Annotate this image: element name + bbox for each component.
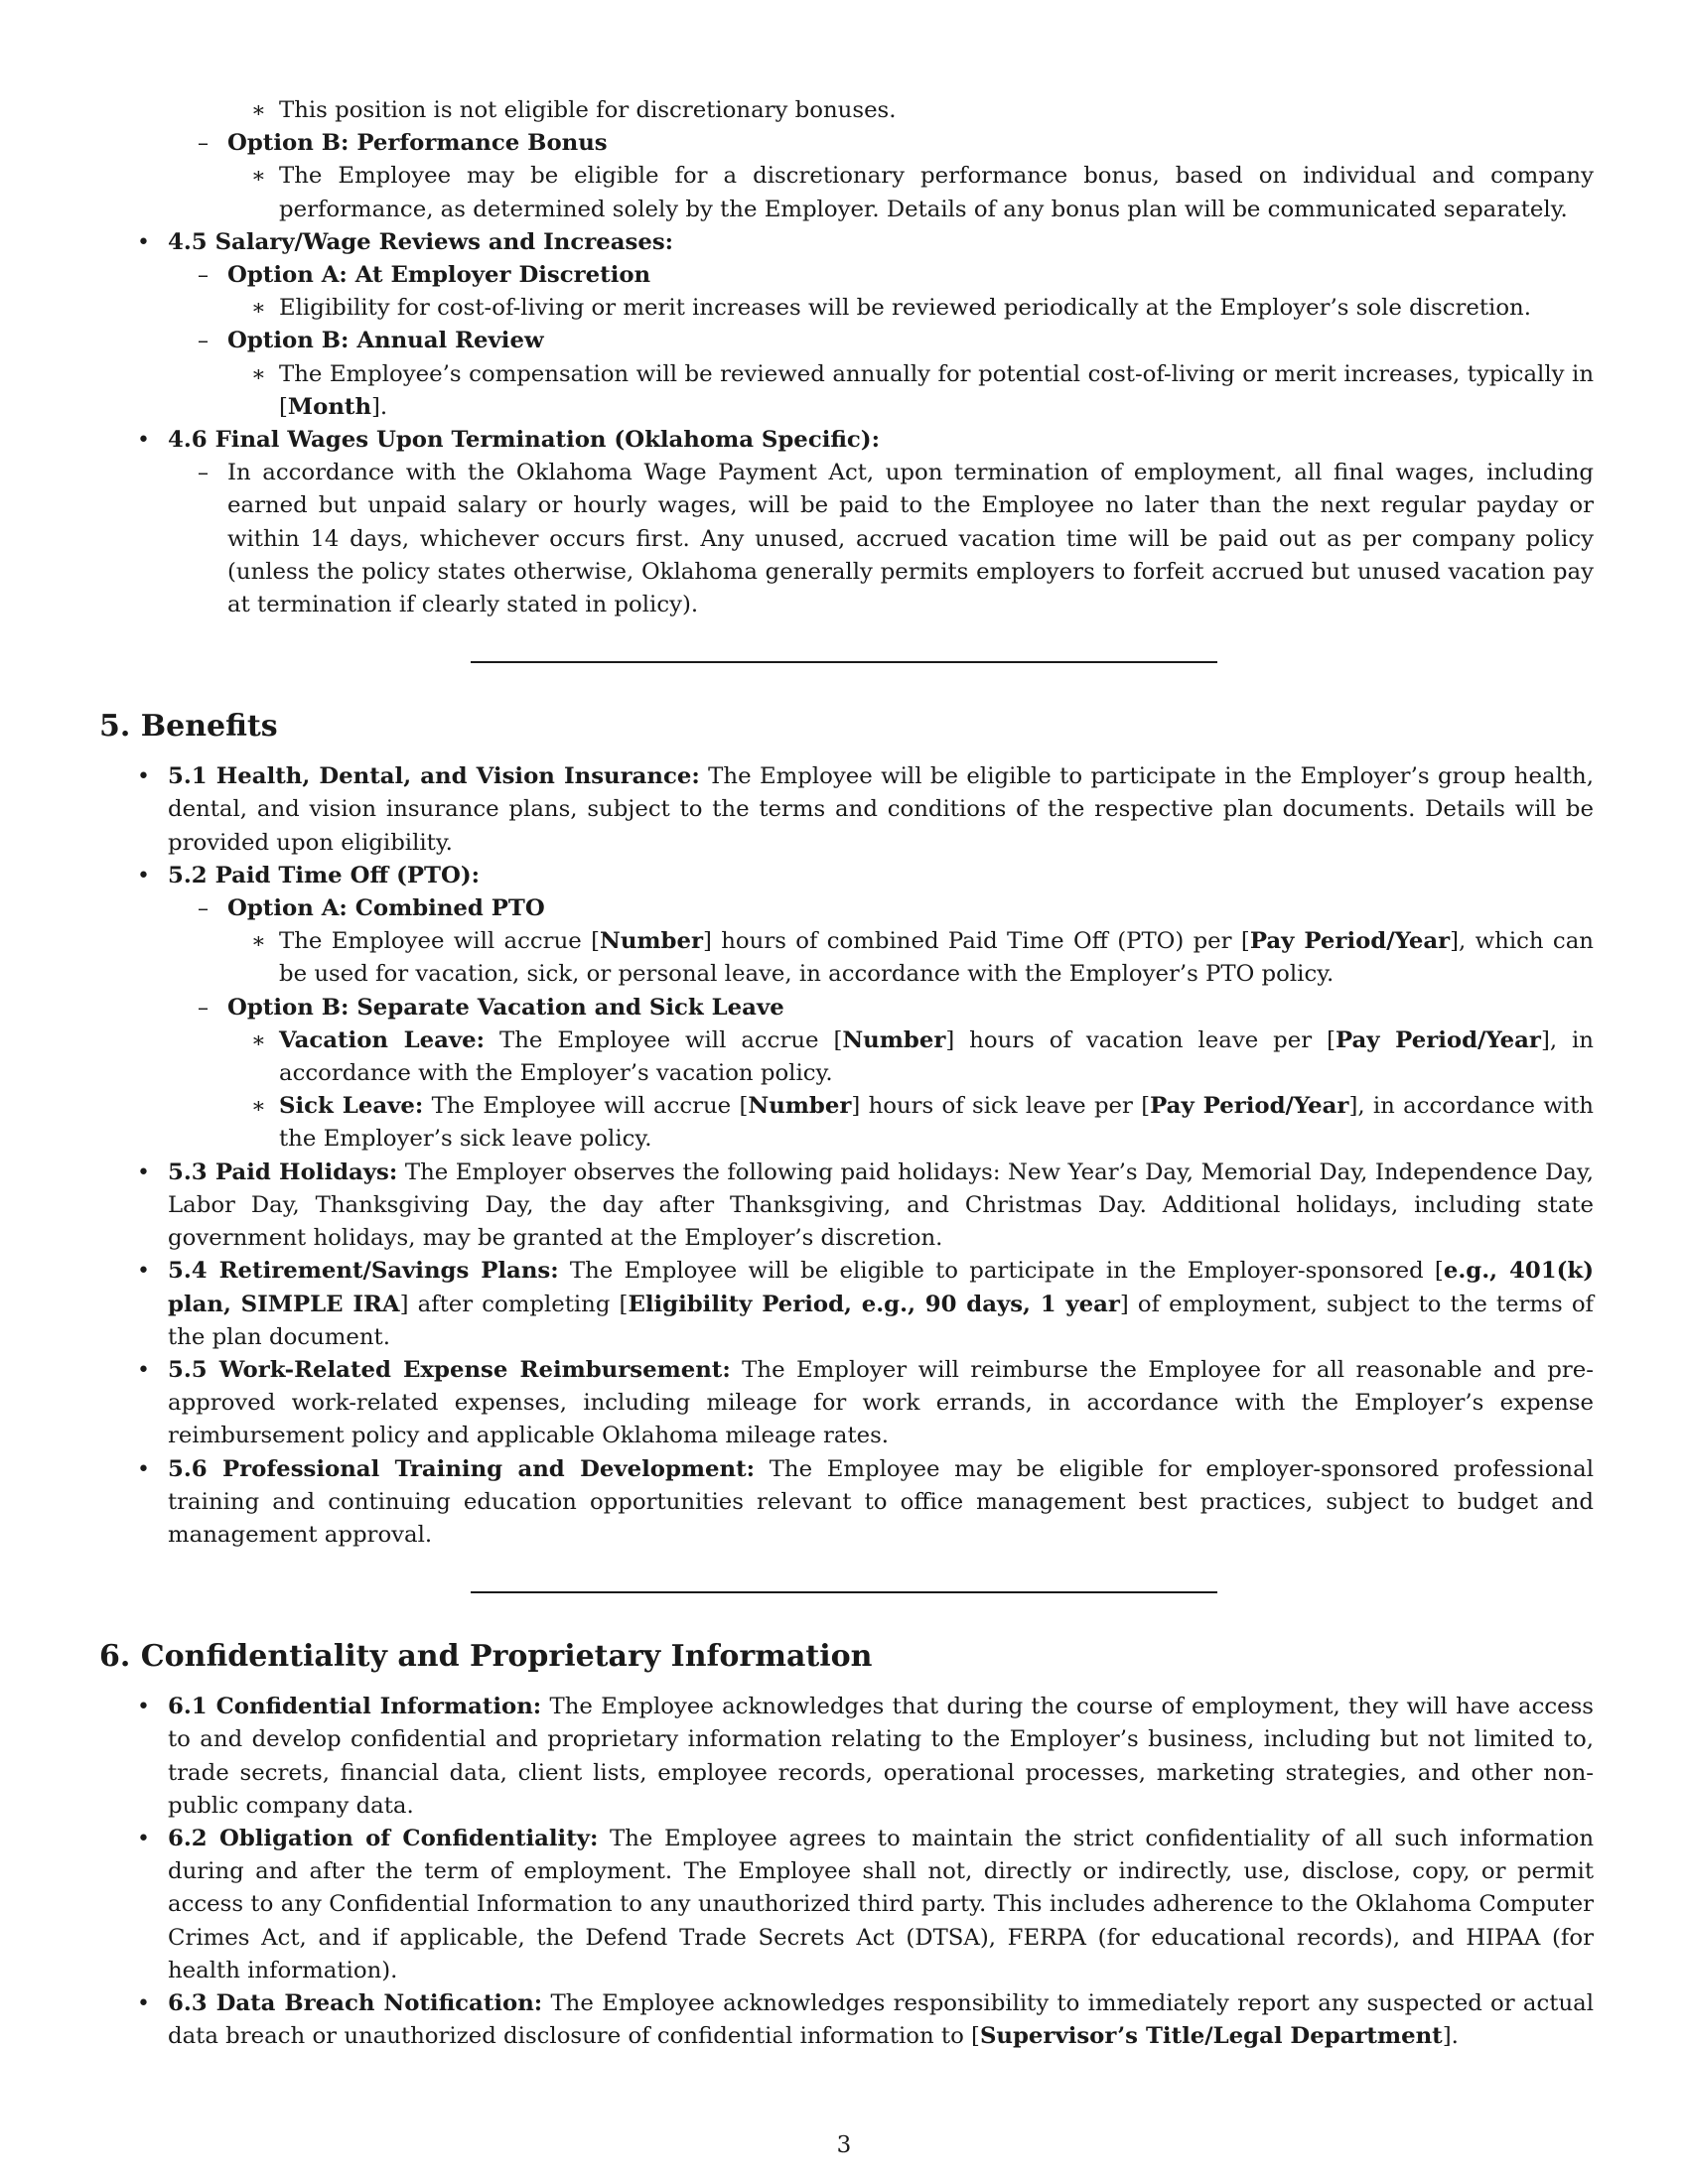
placeholder-eligibility: Eligibility Period, e.g., 90 days, 1 year [628,1291,1120,1317]
option-b-text: The Employee’s compensation will be reviewed annually for potential cost-of-living or merit increases, typically in [Month]. [279,360,1594,420]
asterisk-bullet-icon: ∗ [251,98,266,123]
pto-option-a-text: The Employee will accrue [Number] hours of combined Paid Time Off (PTO) per [Pay Period/Year], which can be used for vacation, sick, or personal leave, in accordance with the Employer’s PTO policy. [279,928,1594,988]
bullet-icon: • [137,229,150,255]
list-item: • 6.3 Data Breach Notification: The Employee acknowledges responsibility to immediately report any suspected or actual data breach or unauthorized disclosure of confidential information to [Supervisor’s Title/Legal Department]. [99,1987,1594,2053]
list-item [99,1691,1594,1823]
section-4-5-title: 4.5 Salary/Wage Reviews and Increases: [168,228,674,255]
list-item [99,1453,1594,1553]
asterisk-bullet-icon: ∗ [251,361,266,387]
asterisk-bullet-icon: ∗ [251,296,266,322]
section-5-heading: 5. Benefits [99,709,278,745]
option-b-label: Option B: Annual Review [227,328,544,354]
list-item [99,94,1594,127]
list-item: • 5.4 Retirement/Savings Plans: The Employee will be eligible to participate in the Employer-sponsored [e.g., 401(k) plan, SIMPLE IRA] after completing [Eligibility Period, e.g., 90 days, 1 year] of employment, subject to the terms of the plan document. [99,1255,1594,1354]
bullet-icon: • [137,1826,150,1851]
section-divider [471,1591,1217,1593]
list-item [99,1024,1594,1090]
section-6-3-title: 6.3 Data Breach Notification: [168,1989,543,2016]
section-divider [471,661,1217,663]
section-6-1-text: The Employee acknowledges that during the course of employment, they will have access to and develop confidential and proprietary information relating to the Employer’s business, including but not limited to, trade secrets, financial data, client lists, employee records, operational processes, marketing strategies, and other non-public company data. [168,1694,1594,1819]
bullet-icon: • [137,1259,150,1285]
page-number: 3 [836,2132,852,2158]
section-5-4-title: 5.4 Retirement/Savings Plans: [168,1258,559,1285]
section-4-6-title: 4.6 Final Wages Upon Termination (Oklahoma Specific): [168,427,881,454]
vacation-leave-text: Vacation Leave: The Employee will accrue [Number] hours of vacation leave per [Pay Period/Year], in accordance with the Employer’s vacation policy. [279,1026,1594,1087]
bullet-icon: • [137,1357,150,1383]
list-item [99,992,1594,1024]
list-item [99,226,1594,259]
section-5-5-title: 5.5 Work-Related Expense Reimbursement: [168,1356,731,1383]
list-item [99,325,1594,357]
option-a-label: Option A: At Employer Discretion [227,262,651,289]
section-5-1-text: The Employee will be eligible to participate in the Employer’s group health, dental, and vision insurance plans, subject to the terms and conditions of the respective plan documents. Details will be provided upon eligibility. [168,763,1594,856]
section-5-3-text: The Employer observes the following paid holidays: New Year’s Day, Memorial Day, Independence Day, Labor Day, Thanksgiving Day, the day after Thanksgiving, and Christmas Day. Additional holidays, including state government holidays, may be granted at the Employer’s discretion. [168,1159,1594,1252]
section-6-heading: 6. Confidentiality and Proprietary Information [99,1639,873,1675]
dash-bullet-icon: – [198,896,209,922]
section-5-6-text: The Employee may be eligible for employer-sponsored professional training and continuing education opportunities relevant to office management best practices, subject to budget and management approval. [168,1455,1594,1548]
list-item [99,925,1594,991]
bullet-icon: • [137,863,150,888]
option-a-text: Eligibility for cost-of-living or merit increases will be reviewed periodically at the Employer’s sole discretion. [279,295,1531,322]
section-6-2-text: The Employee agrees to maintain the strict confidentiality of all such information during and after the term of employment. The Employee shall not, directly or indirectly, use, disclose, copy, or permit access to any Confidential Information to any unauthorized third party. This includes adherence to the Oklahoma Computer Crimes Act, and if applicable, the Defend Trade Secrets Act (DTSA), FERPA (for educational records), and HIPAA (for health information). [168,1825,1594,1983]
section-5-5-text: The Employer will reimburse the Employee for all reasonable and pre-approved work-related expenses, including mileage for work errands, in accordance with the Employer’s expense reimbursement policy and applicable Oklahoma mileage rates. [168,1356,1594,1449]
section-5-2-title: 5.2 Paid Time Off (PTO): [168,862,481,888]
section-6-1-title: 6.1 Confidential Information: [168,1694,542,1720]
list-item [99,127,1594,160]
dash-bullet-icon: – [198,329,209,354]
bonus-option-b-text: The Employee may be eligible for a discretionary performance bonus, based on individual and company performance, as determined solely by the Employer. Details of any bonus plan will be communicated separately. [279,163,1594,222]
asterisk-bullet-icon: ∗ [251,1027,266,1053]
pto-option-a-label: Option A: Combined PTO [227,895,545,922]
list-item [99,1823,1594,1987]
list-item [99,358,1594,424]
asterisk-bullet-icon: ∗ [251,164,266,190]
list-item [99,259,1594,292]
list-item [99,892,1594,925]
bullet-icon: • [137,764,150,790]
dash-bullet-icon: – [198,131,209,157]
bullet-icon: • [137,428,150,454]
section-5-3-title: 5.3 Paid Holidays: [168,1159,398,1185]
bullet-icon: • [137,1160,150,1185]
asterisk-bullet-icon: ∗ [251,1094,266,1120]
section-4-6-text: In accordance with the Oklahoma Wage Payment Act, upon termination of employment, all final wages, including earned but unpaid salary or hourly wages, will be paid to the Employee no later than the next regular payday or within 14 days, whichever occurs first. Any unused, accrued vacation time will be paid out as per company policy (unless the policy states otherwise, Oklahoma generally permits employers to forfeit accrued but unused vacation pay at termination if clearly stated in policy). [227,460,1594,618]
placeholder-supervisor: Supervisor’s Title/Legal Department [979,2023,1443,2050]
section-5-6-title: 5.6 Professional Training and Development: [168,1455,756,1482]
dash-bullet-icon: – [198,461,209,486]
list-item [99,160,1594,225]
list-item [99,860,1594,892]
placeholder-plan: e.g., 401(k) plan, SIMPLE IRA [168,1258,1594,1317]
bullet-icon: • [137,1695,150,1720]
section-5-1-title: 5.1 Health, Dental, and Vision Insurance: [168,763,700,790]
bonus-option-b-label: Option B: Performance Bonus [227,130,608,157]
list-item [99,292,1594,325]
dash-bullet-icon: – [198,263,209,289]
section-6-2-title: 6.2 Obligation of Confidentiality: [168,1825,599,1851]
list-item [99,1157,1594,1256]
list-item [99,457,1594,621]
pto-option-b-label: Option B: Separate Vacation and Sick Leave [227,994,784,1021]
list-item [99,760,1594,860]
list-item [99,1090,1594,1156]
sick-leave-text: Sick Leave: The Employee will accrue [Number] hours of sick leave per [Pay Period/Year], in accordance with the Employer’s sick leave policy. [279,1093,1594,1153]
bonus-option-a-text: This position is not eligible for discretionary bonuses. [279,97,897,123]
placeholder-month: Month [287,393,372,420]
list-item [99,1354,1594,1453]
dash-bullet-icon: – [198,995,209,1021]
bullet-icon: • [137,1990,150,2016]
list-item [99,424,1594,457]
asterisk-bullet-icon: ∗ [251,929,266,955]
page-content [99,94,1594,2053]
bullet-icon: • [137,1456,150,1482]
